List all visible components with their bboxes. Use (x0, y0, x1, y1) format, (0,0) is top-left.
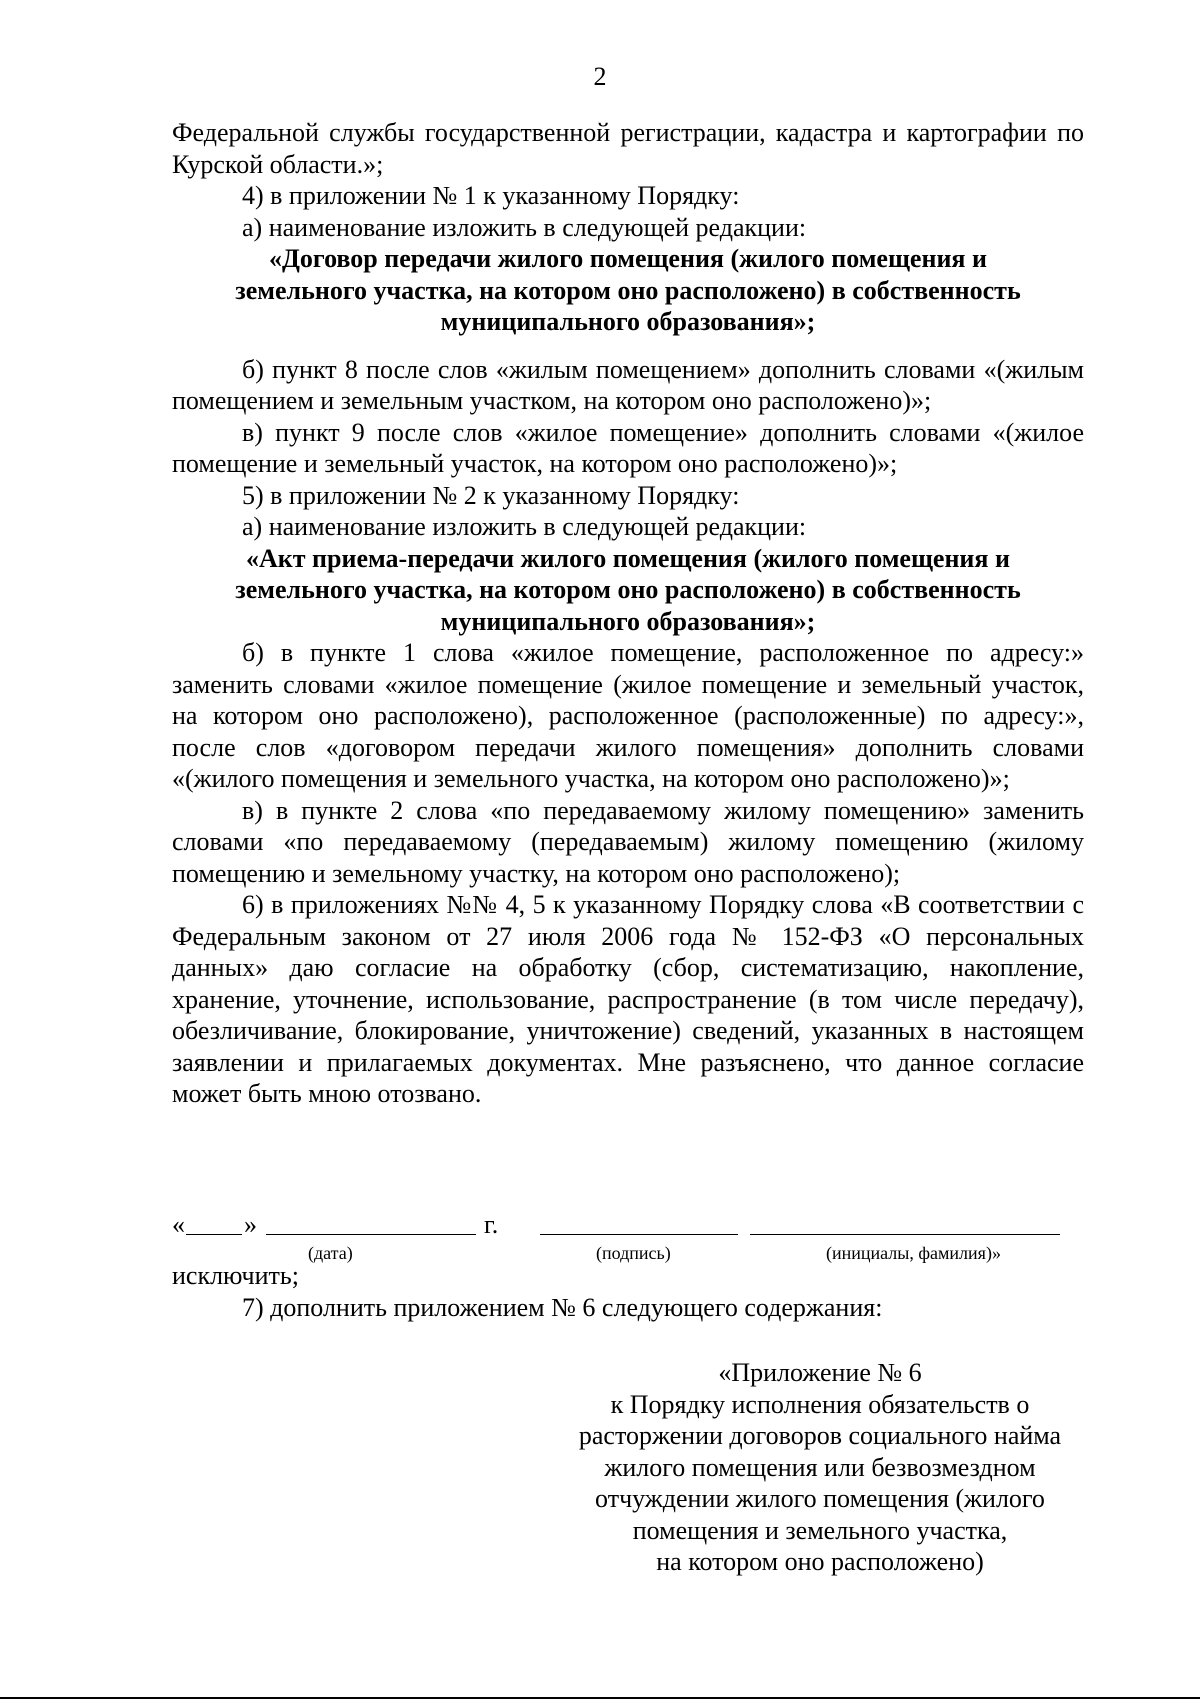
appendix-header (540, 1357, 1100, 1578)
paragraph-item-5a: а) наименование изложить в следующей редакции: (242, 512, 807, 541)
paragraph-exclude: исключить; (172, 1261, 299, 1290)
paragraph-item-4b: б) пункт 8 после слов «жилым помещением» дополнить словами «(жилым помещением и земельным участком, на котором оно расположено)»; (172, 354, 1084, 415)
scan-border (0, 1697, 1200, 1699)
paragraph-item-5c: в) в пункте 2 слова «по передаваемому жилому помещению» заменить словами «по передаваемому (передаваемым) жилому помещению (жилому помещению и земельному участку, на котором оно расположено); (172, 795, 1084, 888)
paragraph-item-5: 5) в приложении № 2 к указанному Порядку: (242, 480, 740, 510)
paragraph-item-4: 4) в приложении № 1 к указанному Порядку: (242, 181, 740, 210)
bold-title-contract: «Договор передачи жилого помещения (жилого помещения и земельного участка, на котором оно расположено) в собственность муниципального образования»; (235, 244, 1021, 336)
after-signature (172, 1260, 1084, 1323)
day-blank (186, 1234, 242, 1235)
open-quote: « (172, 1210, 185, 1239)
caption-name: (инициалы, фамилия)» (826, 1243, 1001, 1263)
name-blank (750, 1234, 1060, 1235)
year-suffix: г. (484, 1210, 499, 1239)
document-body (172, 117, 1084, 1110)
bold-title-act: «Акт приема-передачи жилого помещения (жилого помещения и земельного участка, на котором оно расположено) в собственность муниципального образования»; (235, 543, 1021, 636)
spacer (172, 338, 1084, 354)
paragraph-continuation: Федеральной службы государственной регистрации, кадастра и картографии по Курской области.»; (172, 118, 1084, 179)
appendix-line: жилого помещения или безвозмездном (604, 1452, 1036, 1482)
page-number: 2 (593, 62, 607, 91)
appendix-line: отчуждении жилого помещения (жилого (595, 1484, 1045, 1513)
caption-date: (дата) (308, 1243, 353, 1263)
paragraph-item-4a: а) наименование изложить в следующей редакции: (242, 212, 807, 242)
paragraph-item-7: 7) дополнить приложением № 6 следующего содержания: (242, 1292, 883, 1322)
close-quote: » (244, 1210, 257, 1239)
appendix-line: к Порядку исполнения обязательств о (610, 1389, 1030, 1419)
paragraph-item-4c: в) пункт 9 после слов «жилое помещение» дополнить словами «(жилое помещение и земельный участок, на котором оно расположено)»; (172, 417, 1084, 478)
caption-signature: (подпись) (596, 1243, 671, 1263)
appendix-line: помещения и земельного участка, (632, 1515, 1008, 1545)
signature-blank (540, 1234, 738, 1235)
paragraph-item-5b: б) в пункте 1 слова «жилое помещение, расположенное по адресу:» заменить словами «жилое помещение (жилое помещение и земельный участок, на котором оно расположено), расположенное (расположенные) по адресу:», после слов «договором передачи жилого помещения» дополнить словами «(жилого помещения и земельного участка, на котором оно расположено)»; (172, 638, 1084, 793)
appendix-line: на котором оно расположено) (656, 1547, 984, 1576)
paragraph-item-6: 6) в приложениях №№ 4, 5 к указанному Порядку слова «В соответствии с Федеральным законом от 27 июля 2006 года № 152-ФЗ «О персональных данных» даю согласие на обработку (сбор, систематизацию, накопление, хранение, уточнение, использование, распространение (в том числе передачу), обезличивание, блокирование, уничтожение) сведений, указанных в настоящем заявлении и прилагаемых документах. Мне разъяснено, что данное согласие может быть мною отозвано. (172, 890, 1084, 1108)
appendix-line: расторжении договоров социального найма (578, 1421, 1062, 1450)
date-blank (266, 1234, 476, 1235)
appendix-line: «Приложение № 6 (718, 1358, 922, 1387)
